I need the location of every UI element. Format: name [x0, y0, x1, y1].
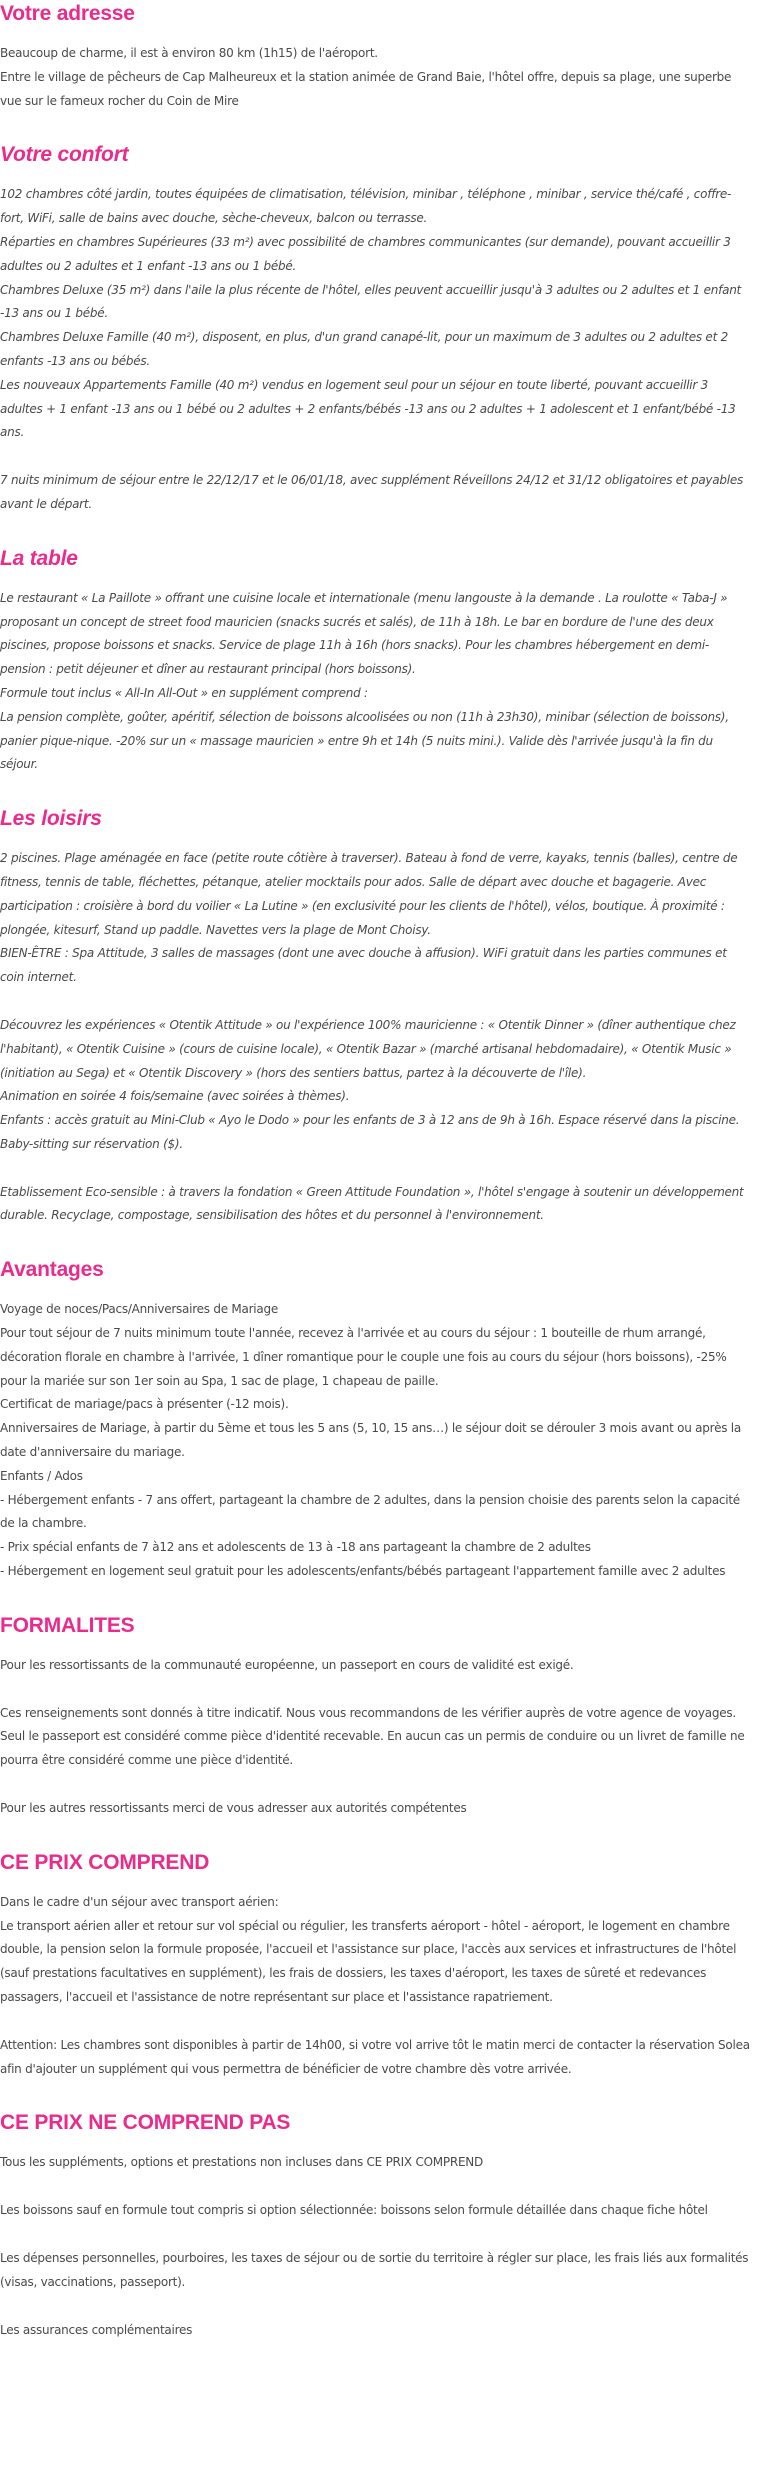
section-paragraph: Pour les autres ressortissants merci de vous adresser aux autorités compétentes — [0, 1801, 467, 1816]
section-paragraph: Les assurances complémentaires — [0, 2322, 193, 2337]
section-paragraph: Le restaurant « La Paillote » offrant une cuisine locale et internationale (menu langouste à la demande . La roulotte « Taba-J » proposant un concept de street food mauricien (snacks sucrés et salés), de 11h à 18h. Le bar en bordure de l'une des deux piscines, propose boissons et snacks. Service de plage 11h à 16h (hors snacks). Pour les chambres hébergement en demi-pension : petit déjeuner et dîner au restaurant principal (hors boissons). Formule tout inclus « All-In All-Out » en supplément comprend : La pension complète, goûter, apéritif, sélection de boissons alcoolisées ou non (11h à 23h30), minibar (sélection de boissons), panier pique-nique. -20% sur un « massage mauricien » entre 9h et 14h (5 nuits mini.). Valide dès l'arrivée jusqu'à la fin du séjour. — [0, 590, 729, 772]
section-title: Les loisirs — [0, 807, 102, 831]
section-paragraph: Dans le cadre d'un séjour avec transport aérien: Le transport aérien aller et retour sur vol spécial ou régulier, les transferts aéroport - hôtel - aéroport, le logement en chambre double, la pension selon la formule proposée, l'accueil et l'assistance sur place, l'accès aux services et infrastructures de l'hôtel (sauf prestations facultatives en supplément), les frais de dossiers, les taxes d'aéroport, les taxes de sûreté et redevances passagers, l'accueil et l'assistance de notre représentant sur place et l'assistance rapatriement. — [0, 1894, 737, 2005]
section-avantages — [0, 1256, 752, 1612]
section-paragraph: Etablissement Eco-sensible : à travers la fondation « Green Attitude Foundation », l'hôtel s'engage à soutenir un développement durable. Recyclage, compostage, sensibilisation des hôtes et du personnel à l'environnement. — [0, 1184, 744, 1223]
section-paragraph: Voyage de noces/Pacs/Anniversaires de Mariage Pour tout séjour de 7 nuits minimum toute l'année, recevez à l'arrivée et au cours du séjour : 1 bouteille de rhum arrangé, décoration florale en chambre à l'arrivée, 1 dîner romantique pour le couple une fois au cours du séjour (hors boissons), -25% pour la mariée sur son 1er soin au Spa, 1 sac de plage, 1 chapeau de paille. Certificat de mariage/pacs à présenter (-12 mois). Anniversaires de Mariage, à partir du 5ème et tous les 5 ans (5, 10, 15 ans…) le séjour doit se dérouler 3 mois avant ou après la date d'anniversaire du mariage. Enfants / Ados - Hébergement enfants - 7 ans offert, partageant la chambre de 2 adultes, dans la pension choisie des parents selon la capacité de la chambre. - Prix spécial enfants de 7 à12 ans et adolescents de 13 à -18 ans partageant la chambre de 2 adultes - Hébergement en logement seul gratuit pour les adolescents/enfants/bébés partageant l'appartement famille avec 2 adultes — [0, 1302, 741, 1579]
section-paragraph: 2 piscines. Plage aménagée en face (petite route côtière à traverser). Bateau à fond de verre, kayaks, tennis (balles), centre de fitness, tennis de table, fléchettes, pétanque, atelier mocktails pour ados. Salle de départ avec douche et bagagerie. Avec participation : croisière à bord du voilier « La Lutine » (en exclusivité pour les clients de l'hôtel), vélos, boutique. À proximité : plongée, kitesurf, Stand up paddle. Navettes vers la plage de Mont Choisy. BIEN-ÊTRE : Spa Attitude, 3 salles de massages (dont une avec douche à affusion). WiFi gratuit dans les parties communes et coin internet. — [0, 851, 738, 985]
section-paragraph: Ces renseignements sont donnés à titre indicatif. Nous vous recommandons de les vérifier auprès de votre agence de voyages. Seul le passeport est considéré comme pièce d'identité recevable. En aucun cas un permis de conduire ou un livret de famille ne pourra être considéré comme une pièce d'identité. — [0, 1705, 745, 1768]
section-title: Votre confort — [0, 143, 129, 167]
section-paragraph: Beaucoup de charme, il est à environ 80 km (1h15) de l'aéroport. Entre le village de pêcheurs de Cap Malheureux et la station animée de Grand Baie, l'hôtel offre, depuis sa plage, une superbe vue sur le fameux rocher du Coin de Mire — [0, 46, 732, 108]
section-paragraph: Les boissons sauf en formule tout compris si option sélectionnée: boissons selon formule détaillée dans chaque fiche hôtel — [0, 2203, 708, 2218]
section-paragraph: Tous les suppléments, options et prestations non incluses dans CE PRIX COMPREND — [0, 2155, 484, 2170]
section-title: CE PRIX COMPREND — [0, 1850, 210, 1874]
section-paragraph: 7 nuits minimum de séjour entre le 22/12/17 et le 06/01/18, avec supplément Réveillons 24/12 et 31/12 obligatoires et payables avant le départ. — [0, 473, 743, 511]
section-title: Avantages — [0, 1258, 104, 1282]
section-les-loisirs — [0, 805, 752, 1256]
section-votre-adresse — [0, 0, 752, 141]
section-ce-prix-comprend — [0, 1849, 752, 2110]
section-paragraph: Les dépenses personnelles, pourboires, les taxes de séjour ou de sortie du territoire à régler sur place, les frais liés aux formalités (visas, vaccinations, passeport). — [0, 2251, 749, 2289]
section-paragraph: Attention: Les chambres sont disponibles à partir de 14h00, si votre vol arrive tôt le matin merci de contacter la réservation Solea afin d'ajouter un supplément qui vous permettra de bénéficier de votre chambre dès votre arrivée. — [0, 2037, 750, 2076]
section-title: La table — [0, 546, 78, 570]
section-ce-prix-ne-comprend-pas — [0, 2109, 752, 2370]
section-formalites — [0, 1612, 752, 1849]
section-title: FORMALITES — [0, 1613, 135, 1637]
section-title: CE PRIX NE COMPREND PAS — [0, 2111, 291, 2135]
section-paragraph: Découvrez les expériences « Otentik Attitude » ou l'expérience 100% mauricienne : « Otentik Dinner » (dîner authentique chez l'habitant), « Otentik Cuisine » (cours de cuisine locale), « Otentik Bazar » (marché artisanal hebdomadaire), « Otentik Music » (initiation au Sega) et « Otentik Discovery » (hors des sentiers battus, partez à la découverte de l'île). Animation en soirée 4 fois/semaine (avec soirées à thèmes). Enfants : accès gratuit au Mini-Club « Ayo le Dodo » pour les enfants de 3 à 12 ans de 9h à 16h. Espace réservé dans la piscine. Baby-sitting sur réservation ($). — [0, 1017, 740, 1151]
section-paragraph: 102 chambres côté jardin, toutes équipées de climatisation, télévision, minibar , téléphone , minibar , service thé/café , coffre-fort, WiFi, salle de bains avec douche, sèche-cheveux, balcon ou terrasse. Réparties en chambres Supérieures (33 m²) avec possibilité de chambres communicantes (sur demande), pouvant accueillir 3 adultes ou 2 adultes et 1 enfant -13 ans ou 1 bébé. Chambres Deluxe (35 m²) dans l'aile la plus récente de l'hôtel, elles peuvent accueillir jusqu'à 3 adultes ou 2 adultes et 1 enfant -13 ans ou 1 bébé. Chambres Deluxe Famille (40 m²), disposent, en plus, d'un grand canapé-lit, pour un maximum de 3 adultes ou 2 adultes et 2 enfants -13 ans ou bébés. Les nouveaux Appartements Famille (40 m²) vendus en logement seul pour un séjour en toute liberté, pouvant accueillir 3 adultes + 1 enfant -13 ans ou 1 bébé ou 2 adultes + 2 enfants/bébés -13 ans ou 2 adultes + 1 adolescent et 1 enfant/bébé -13 ans. — [0, 187, 742, 440]
section-la-table — [0, 545, 752, 805]
section-votre-confort — [0, 141, 752, 544]
section-title: Votre adresse — [0, 2, 135, 25]
section-paragraph: Pour les ressortissants de la communauté européenne, un passeport en cours de validité est exigé. — [0, 1657, 574, 1672]
